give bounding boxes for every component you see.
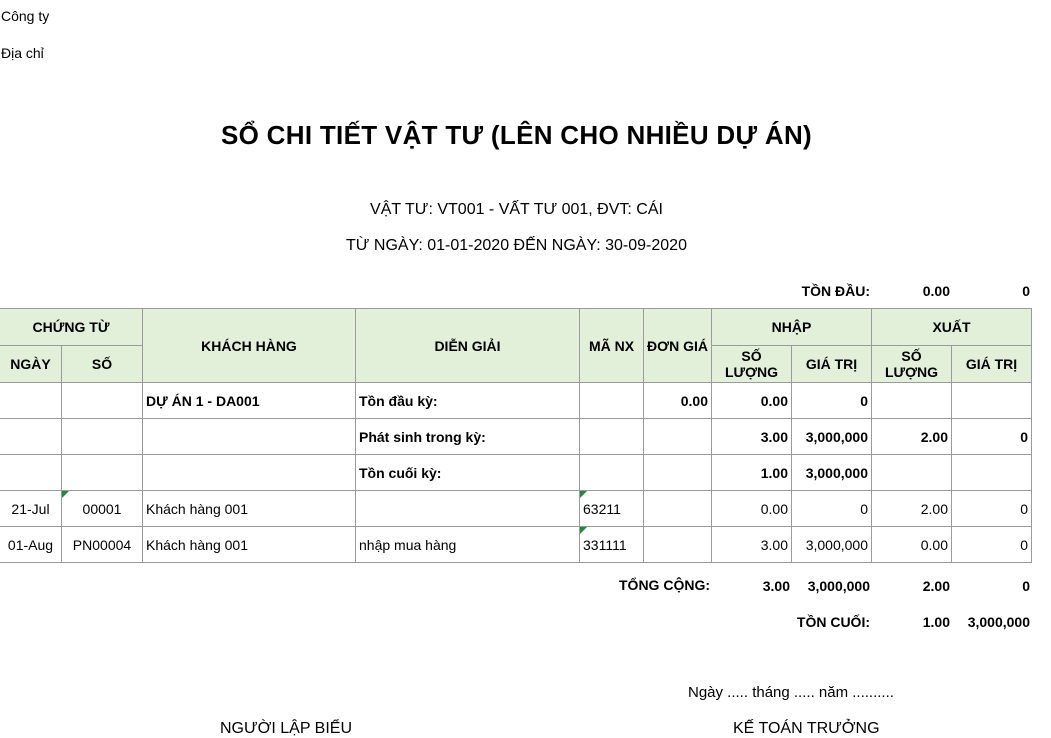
header-import-value: GIÁ TRỊ: [792, 346, 872, 383]
row-unit-price: [644, 491, 712, 527]
totals-import-value: 3,000,000: [807, 578, 870, 594]
table-row: [0, 491, 1032, 527]
row-import-qty: 3.00: [712, 527, 792, 563]
header-export-qty: SỐ LƯỢNG: [872, 346, 952, 383]
totals-export-value: 0: [1022, 578, 1030, 594]
header-voucher: CHỨNG TỪ: [0, 309, 143, 346]
row-description: [356, 491, 580, 527]
closing-value: 3,000,000: [967, 614, 1030, 630]
row-import-qty: 0.00: [712, 383, 792, 419]
chief-accountant-label: KẾ TOÁN TRƯỞNG: [733, 720, 880, 737]
row-import-value: 0: [792, 491, 872, 527]
project-name: DỰ ÁN 1 - DA001: [143, 383, 356, 419]
row-export-qty: 2.00: [872, 419, 952, 455]
company-label: Công ty: [1, 8, 50, 24]
opening-quantity: 0.00: [922, 283, 950, 299]
table-row: [0, 527, 1032, 563]
row-import-value: 3,000,000: [792, 419, 872, 455]
header-number: SỐ: [62, 346, 143, 383]
row-import-value: 3,000,000: [792, 455, 872, 491]
table-row: [0, 419, 1032, 455]
header-customer: KHÁCH HÀNG: [143, 309, 356, 383]
row-number: PN00004: [62, 527, 143, 563]
row-date: 21-Jul: [0, 491, 62, 527]
totals-import-qty: 3.00: [762, 578, 790, 594]
header-date: NGÀY: [0, 346, 62, 383]
row-unit-price: [644, 419, 712, 455]
header-export-value: GIÁ TRỊ: [952, 346, 1032, 383]
row-date: 01-Aug: [0, 527, 62, 563]
header-unit-price: ĐƠN GIÁ: [644, 309, 712, 383]
header-export: XUẤT: [872, 309, 1032, 346]
row-export-value: [952, 383, 1032, 419]
header-import: NHẬP: [712, 309, 872, 346]
row-unit-price: [644, 455, 712, 491]
report-title: SỔ CHI TIẾT VẬT TƯ (LÊN CHO NHIỀU DỰ ÁN): [220, 120, 813, 150]
row-export-value: 0: [952, 491, 1032, 527]
row-export-qty: 2.00: [872, 491, 952, 527]
row-export-qty: 0.00: [872, 527, 952, 563]
row-description: Phát sinh trong kỳ:: [356, 419, 580, 455]
signature-date-line: Ngày ..... tháng ..... năm ..........: [688, 684, 894, 701]
row-export-qty: [872, 383, 952, 419]
row-account: 331111: [580, 527, 644, 563]
row-export-value: 0: [952, 419, 1032, 455]
row-description: Tồn đầu kỳ:: [356, 383, 580, 419]
opening-value: 0: [1022, 283, 1030, 299]
row-export-value: 0: [952, 527, 1032, 563]
row-customer: Khách hàng 001: [143, 527, 356, 563]
row-import-value: 0: [792, 383, 872, 419]
row-import-qty: 3.00: [712, 419, 792, 455]
row-unit-price: [644, 527, 712, 563]
row-description: nhập mua hàng: [356, 527, 580, 563]
row-import-value: 3,000,000: [792, 527, 872, 563]
row-description: Tồn cuối kỳ:: [356, 455, 580, 491]
date-range-line: TỪ NGÀY: 01-01-2020 ĐẾN NGÀY: 30-09-2020: [346, 237, 687, 254]
address-label: Địa chỉ: [1, 45, 44, 61]
row-number: 00001: [62, 491, 143, 527]
closing-label: TỒN CUỐI:: [796, 614, 870, 630]
row-customer: [143, 455, 356, 491]
material-line: VẬT TƯ: VT001 - VẤT TƯ 001, ĐVT: CÁI: [370, 201, 663, 218]
closing-quantity: 1.00: [922, 614, 950, 630]
table-row: [0, 455, 1032, 491]
header-import-qty: SỐ LƯỢNG: [712, 346, 792, 383]
header-account: MÃ NX: [580, 309, 644, 383]
ledger-table: [0, 308, 1032, 563]
row-customer: Khách hàng 001: [143, 491, 356, 527]
row-export-value: [952, 455, 1032, 491]
row-customer: [143, 419, 356, 455]
row-import-qty: 0.00: [712, 491, 792, 527]
preparer-label: NGƯỜI LẬP BIỂU: [220, 720, 353, 737]
row-export-qty: [872, 455, 952, 491]
row-account: 63211: [580, 491, 644, 527]
totals-label: TỔNG CỘNG:: [619, 577, 710, 593]
row-import-qty: 1.00: [712, 455, 792, 491]
header-description: DIỄN GIẢI: [356, 309, 580, 383]
row-unit-price: 0.00: [644, 383, 712, 419]
totals-export-qty: 2.00: [922, 578, 950, 594]
table-row: [0, 383, 1032, 419]
opening-label: TỒN ĐẦU:: [801, 283, 870, 299]
